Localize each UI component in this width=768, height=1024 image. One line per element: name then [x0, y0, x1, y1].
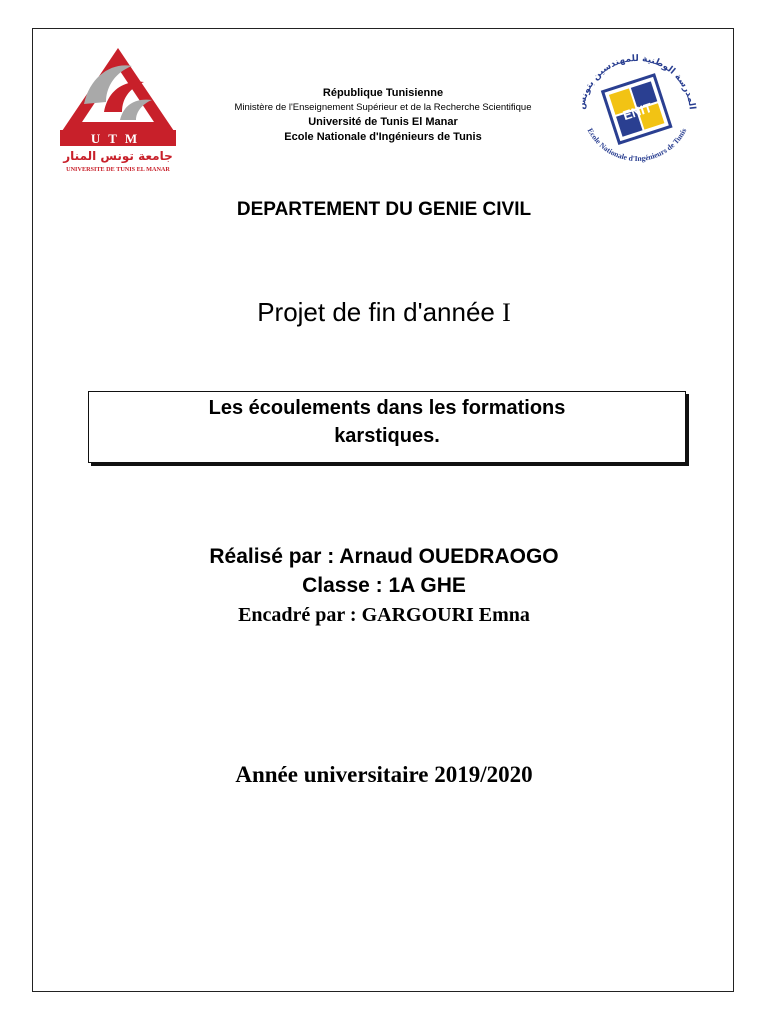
project-title-text: Projet de fin d'année	[257, 297, 495, 327]
project-roman-numeral: I	[502, 298, 511, 327]
university-label: Université de Tunis El Manar	[308, 116, 458, 128]
enit-letters: ENIT	[621, 99, 654, 124]
republic-label: République Tunisienne	[322, 87, 444, 99]
institution-header	[190, 86, 576, 145]
utm-latin-name: UNIVERSITE DE TUNIS EL MANAR	[66, 166, 170, 173]
enit-logo	[566, 40, 708, 180]
subject-line-2: karstiques.	[334, 425, 440, 447]
enit-latin-name: Ecole Nationale d'Ingénieurs de Tunis	[585, 126, 689, 164]
author-line: Réalisé par : Arnaud OUEDRAOGO	[209, 545, 559, 568]
utm-arabic-name: جامعة تونس المنار	[63, 149, 173, 163]
department-title: DEPARTEMENT DU GENIE CIVIL	[236, 199, 532, 220]
enit-arabic-name: المدرسة الوطنية للمهندسين بتونس	[576, 53, 697, 111]
academic-year: Année universitaire 2019/2020	[235, 762, 533, 787]
enit-emblem-icon	[603, 75, 671, 143]
authors-block	[0, 542, 768, 630]
class-line: Classe : 1A GHE	[302, 574, 466, 597]
ministry-label: Ministère de l'Enseignement Supérieur et de la Recherche Scientifique	[234, 102, 532, 113]
utm-letters: UTM	[90, 131, 146, 146]
school-label: Ecole Nationale d'Ingénieurs de Tunis	[284, 131, 482, 143]
project-title	[0, 297, 768, 328]
subject-box	[88, 391, 686, 463]
utm-logo	[54, 42, 182, 174]
supervisor-line: Encadré par : GARGOURI Emna	[238, 604, 530, 626]
subject-line-1: Les écoulements dans les formations	[208, 397, 566, 419]
